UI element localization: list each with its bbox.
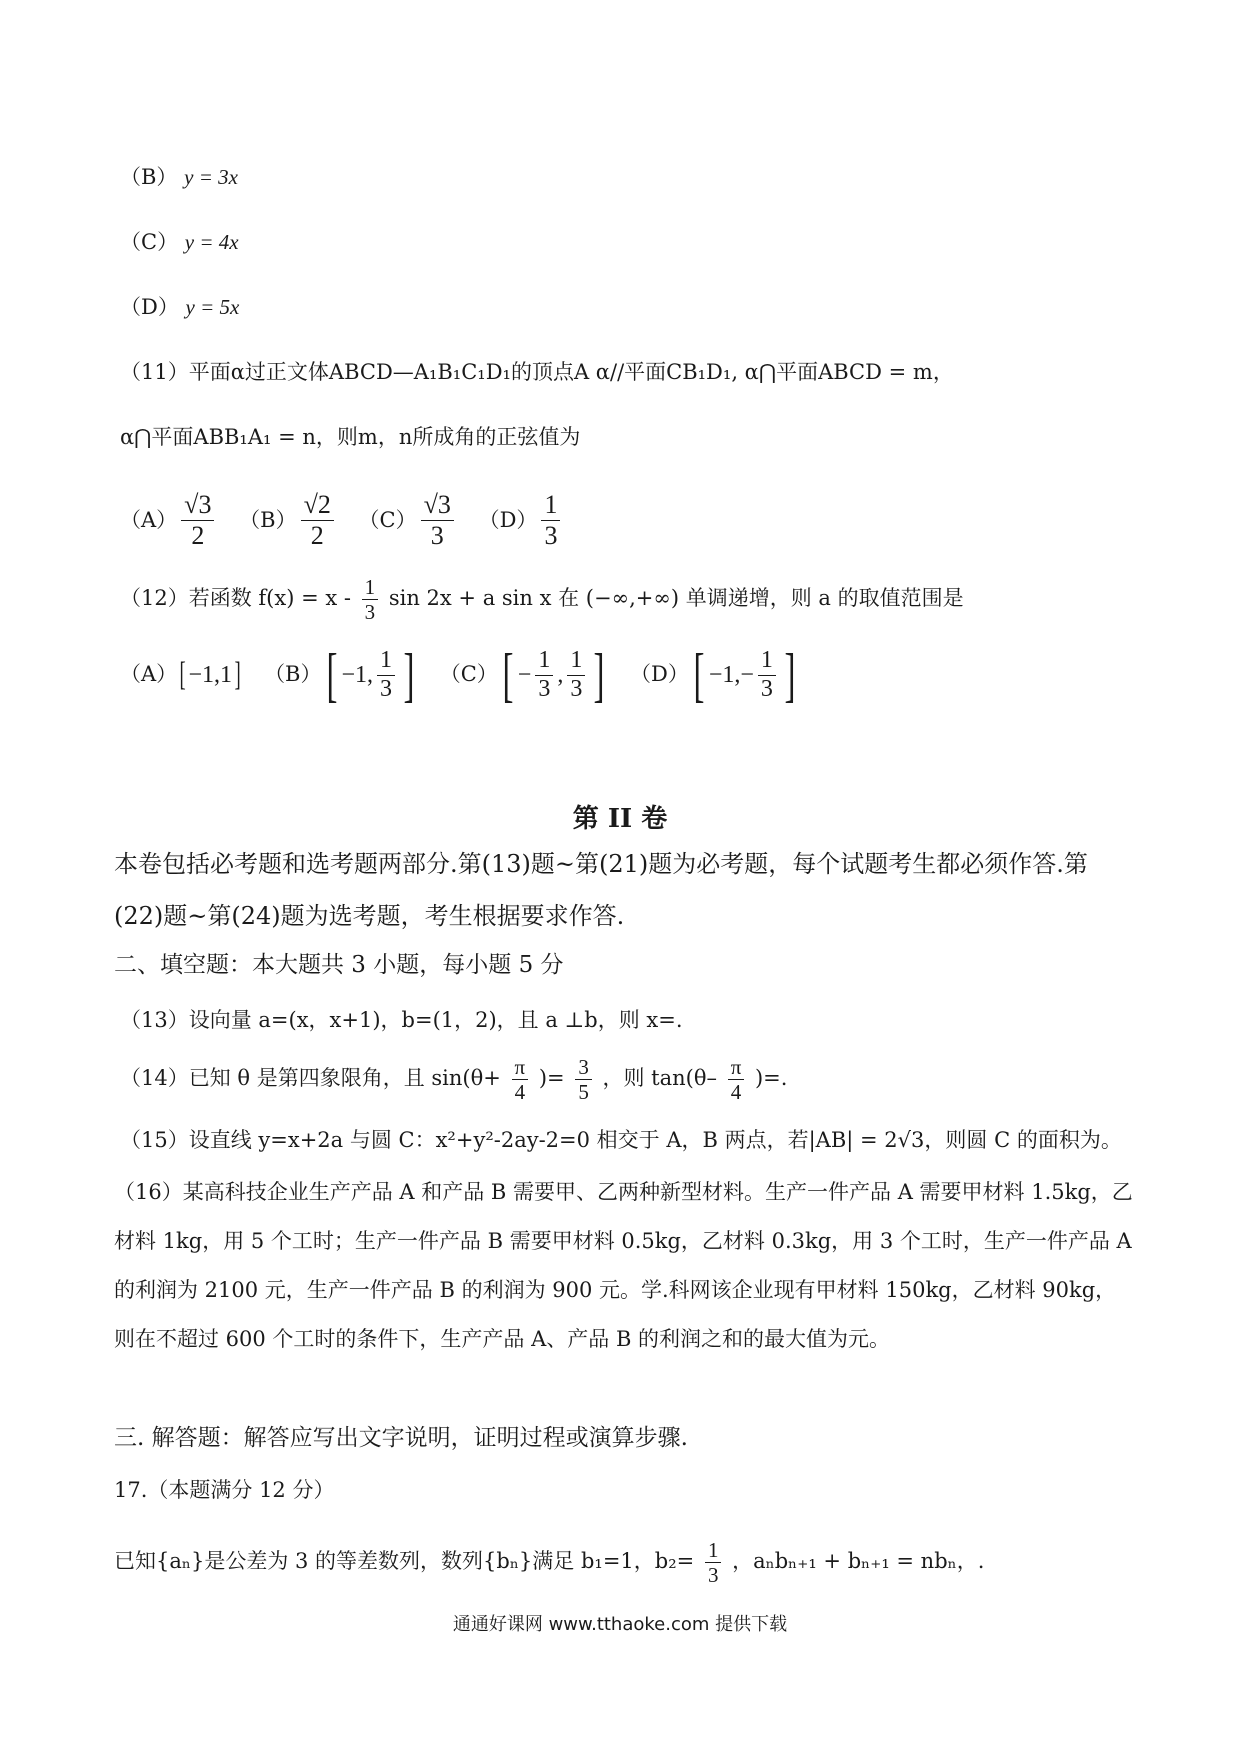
- q11-option-b: [239, 490, 338, 551]
- q17-stem: 已知{aₙ}是公差为 3 的等差数列，数列{bₙ}满足 b₁=1，b₂= $\frac{1}{3}$ ，aₙbₙ₊₁ + bₙ₊₁ = nbₙ，.: [114, 1538, 985, 1588]
- q12-prefix: （12）若函数 f(x) = x -: [120, 586, 351, 611]
- q10-option-c: [120, 230, 239, 255]
- answer-heading: 三. 解答题：解答应写出文字说明，证明过程或演算步骤.: [114, 1425, 688, 1451]
- q12-option-d: [629, 642, 800, 708]
- q14: （14）已知 θ 是第四象限角，且 sin(θ+ $\frac{\pi}{4}$ )= $\frac{3}{5}$ ，则 tan(θ– $\frac{\pi}{4}$ )=.: [120, 1055, 788, 1105]
- option-expression: y = 4x: [184, 230, 239, 254]
- option-expression: y = 3x: [184, 165, 238, 189]
- q14-fraction-3: $\frac{\pi}{4}$: [728, 1055, 745, 1104]
- q10-option-b: [120, 165, 238, 190]
- option-label: （D）: [478, 507, 538, 532]
- q11-line1: （11）平面α过正文体ABCD—A₁B₁C₁D₁的顶点A α//平面CB₁D₁, α⋂平面ABCD = m，: [120, 360, 954, 384]
- option-label: （D）: [629, 662, 689, 687]
- section-intro: 本卷包括必考题和选考题两部分.第(13)题~第(21)题为必考题，每个试题考生都必须作答.第(22)题~第(24)题为选考题，考生根据要求作答.: [114, 850, 1088, 930]
- q11-line2: α⋂平面ABB₁A₁ = n，则m，n所成角的正弦值为: [120, 425, 581, 449]
- section-title: 第 II 卷: [572, 804, 668, 834]
- option-label: （C）: [439, 662, 498, 687]
- q14-fraction-2: $\frac{3}{5}$: [575, 1055, 592, 1104]
- page-footer: 通通好课网 www.tthaoke.com 提供下载: [452, 1614, 788, 1635]
- q14-fraction-1: $\frac{\pi}{4}$: [512, 1055, 529, 1104]
- q17-fraction: $\frac{1}{3}$: [705, 1538, 722, 1587]
- option-interval: [ −1,1 ]: [179, 656, 241, 693]
- option-label: （A）: [120, 662, 178, 687]
- q12-stem: [120, 575, 964, 624]
- q11-option-d: [479, 490, 565, 551]
- q15: （15）设直线 y=x+2a 与圆 C：x²+y²-2ay-2=0 相交于 A，B 两点，若|AB| = 2√3，则圆 C 的面积为。: [120, 1128, 1122, 1152]
- fill-heading: 二、填空题：本大题共 3 小题，每小题 5 分: [114, 952, 564, 978]
- q12-option-a: [120, 658, 243, 692]
- option-interval: [ − $\frac{1}{3}$ , $\frac{1}{3}$ ]: [502, 642, 605, 708]
- q13: （13）设向量 a=(x，x+1)，b=(1，2)，且 a ⊥b，则 x=.: [120, 1008, 683, 1032]
- option-label: （A）: [120, 507, 178, 532]
- q12-middle: sin 2x + a sin x 在: [388, 586, 580, 611]
- option-fraction: $\frac{√3}{3}$: [421, 490, 454, 551]
- option-fraction: $\frac{√2}{2}$: [301, 490, 334, 551]
- q12-option-c: [439, 642, 610, 708]
- option-label: （B）: [264, 662, 322, 687]
- q12-suffix: 单调递增，则 a 的取值范围是: [685, 586, 964, 611]
- option-interval: [ −1, $\frac{1}{3}$ ]: [325, 642, 415, 708]
- q16: （16）某高科技企业生产产品 A 和产品 B 需要甲、乙两种新型材料。生产一件产品 A 需要甲材料 1.5kg，乙材料 1kg，用 5 个工时；生产一件产品 B 需要甲材料 0.5kg，乙材料 0.3kg，用 3 个工时，生产一件产品 A 的利润为 2100 元，生产一件产品 B 的利润为 900 元。学.科网该企业现有甲材料 150kg，乙材料 90kg，则在不超过 600 个工时的条件下，生产产品 A、产品 B 的利润之和的最大值为元。: [114, 1180, 1133, 1351]
- q12-fraction: $\frac{1}{3}$: [362, 575, 379, 624]
- option-label: （B）: [120, 165, 178, 189]
- option-interval: [ −1,− $\frac{1}{3}$ ]: [693, 642, 796, 708]
- option-expression: y = 5x: [185, 295, 240, 319]
- q11-option-c: [359, 490, 458, 551]
- q12-options: [120, 642, 814, 708]
- option-label: （D）: [120, 295, 179, 319]
- option-fraction: $\frac{√3}{2}$: [181, 490, 214, 551]
- q10-option-d: [120, 295, 239, 320]
- q11-options: [120, 490, 578, 551]
- q17-title: 17.（本题满分 12 分）: [114, 1478, 335, 1502]
- q11-option-a: [120, 490, 218, 551]
- option-label: （B）: [239, 507, 297, 532]
- q12-option-b: [264, 642, 419, 708]
- q12-interval: (−∞,+∞): [585, 586, 680, 611]
- option-label: （C）: [120, 230, 179, 254]
- option-fraction: $\frac{1}{3}$: [541, 490, 560, 551]
- option-label: （C）: [358, 507, 417, 532]
